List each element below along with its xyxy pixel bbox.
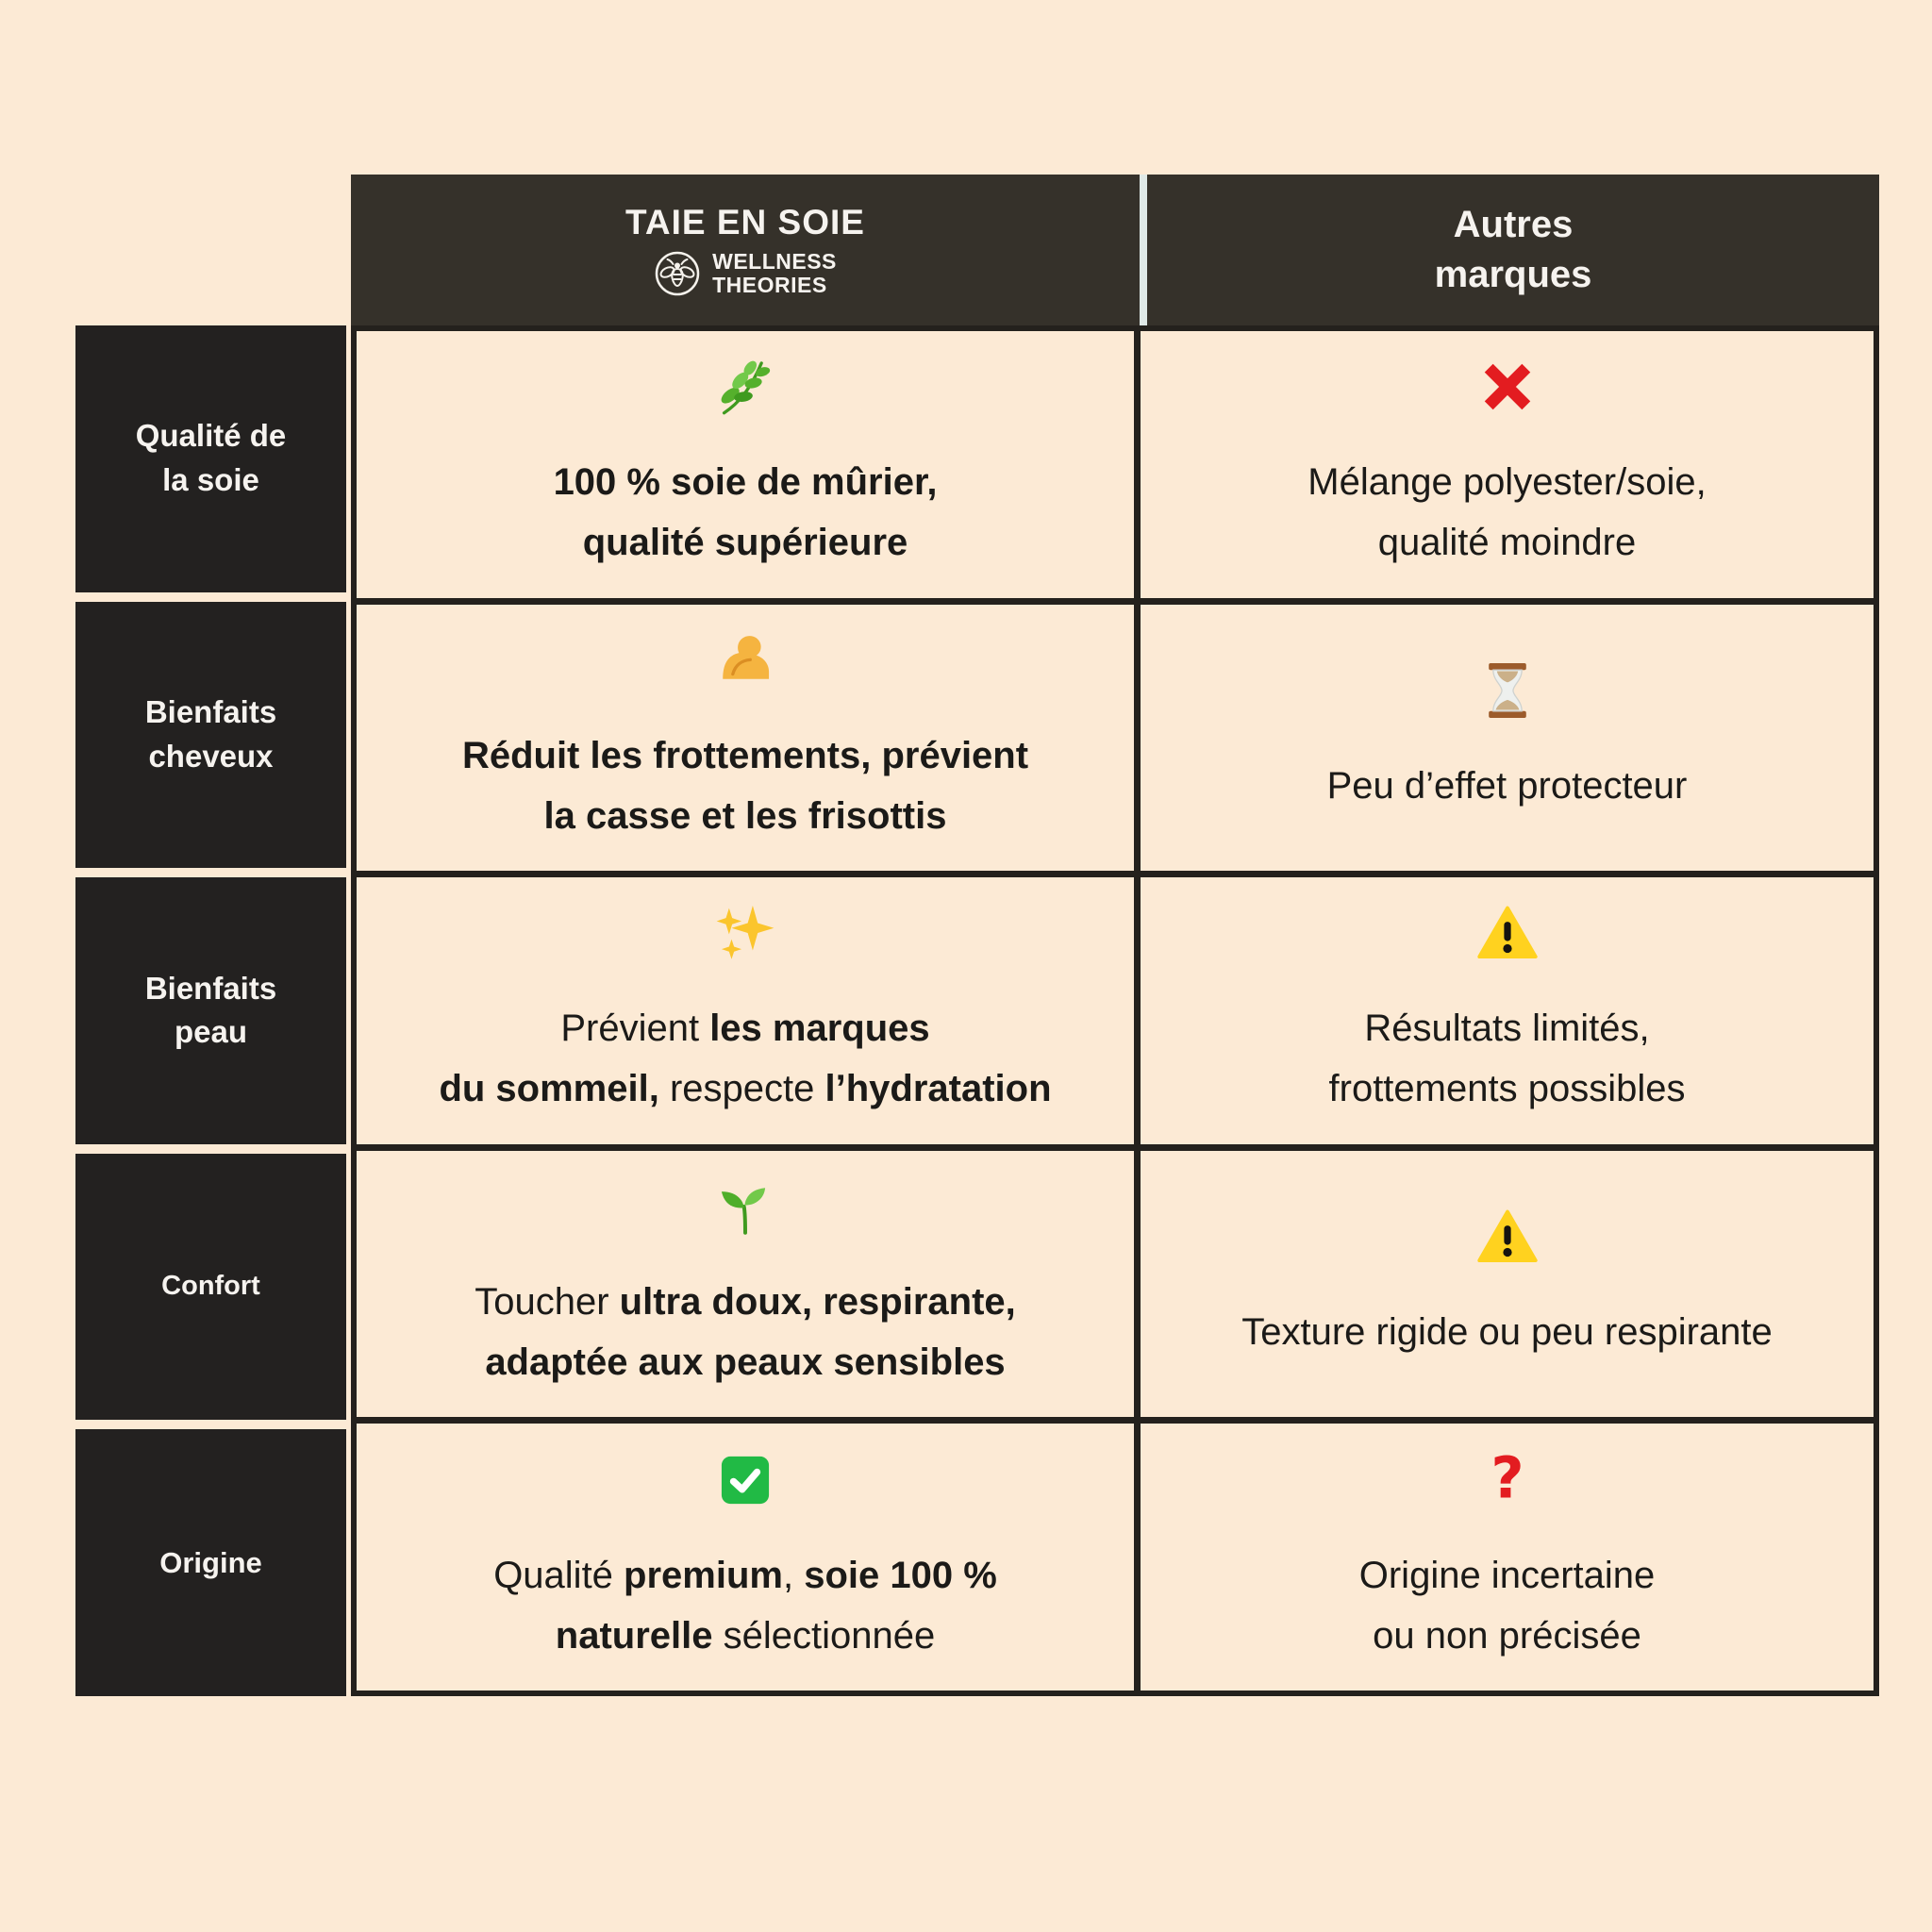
bee-logo-icon: [654, 250, 701, 297]
table-header: [351, 175, 1879, 325]
sparkles-icon: [714, 902, 776, 964]
warning-icon: [1476, 1206, 1539, 1268]
competitor-column-title-line2: marques: [1434, 254, 1592, 295]
header-divider: [1140, 175, 1147, 325]
brand-name-line1: WELLNESS: [712, 248, 837, 274]
row-label: Confort: [75, 1154, 346, 1421]
brand-cell: [357, 331, 1141, 598]
brand-cell: [357, 1424, 1141, 1690]
product-column-title: TAIE EN SOIE: [625, 202, 865, 242]
table-row: [357, 1417, 1874, 1690]
brand-name-line2: THEORIES: [712, 273, 827, 297]
brand-cell: [357, 877, 1141, 1144]
herb-icon: [714, 356, 776, 418]
row-label: Bienfaits peau: [75, 877, 346, 1144]
cell-text: Réduit les frottements, prévient la casse et les frisottis: [461, 734, 1029, 837]
competitor-cell: [1141, 605, 1874, 872]
biceps-icon: [714, 629, 776, 691]
warning-icon: [1476, 902, 1539, 964]
competitor-cell: [1141, 1424, 1874, 1690]
seedling-icon: [714, 1175, 776, 1238]
brand-cell: [357, 605, 1141, 872]
competitor-column-title-line1: Autres: [1453, 204, 1574, 246]
cell-text: Toucher ultra doux, respirante, adaptée aux peaux sensibles: [475, 1281, 1016, 1384]
cell-text: Qualité premium, soie 100 % naturelle sélectionnée: [493, 1554, 997, 1657]
table-row: [357, 1144, 1874, 1418]
brand-cell: [357, 1151, 1141, 1418]
table-body: [351, 325, 1879, 1696]
cross-icon: [1476, 356, 1539, 418]
competitor-cell: [1141, 331, 1874, 598]
row-label: Qualité de la soie: [75, 325, 346, 592]
cell-text: Texture rigide ou peu respirante: [1241, 1311, 1773, 1354]
row-label-column: [75, 325, 346, 1696]
cell-text: Origine incertaine ou non précisée: [1358, 1554, 1656, 1657]
brand-name: [712, 250, 837, 298]
cell-text: Résultats limités, frottements possibles: [1328, 1008, 1686, 1110]
cell-text: Peu d’effet protecteur: [1326, 764, 1688, 807]
header-col-competitors: [1147, 175, 1879, 325]
brand-logo-row: [654, 250, 837, 298]
table-row: [357, 598, 1874, 872]
question-icon: [1476, 1449, 1539, 1511]
header-col-product: [351, 175, 1140, 325]
table-row: [357, 331, 1874, 598]
cell-text: 100 % soie de mûrier, qualité supérieure: [553, 461, 938, 564]
table-row: [357, 871, 1874, 1144]
competitor-cell: [1141, 1151, 1874, 1418]
row-label: Bienfaits cheveux: [75, 602, 346, 869]
check-icon: [714, 1449, 776, 1511]
competitor-cell: [1141, 877, 1874, 1144]
cell-text: Mélange polyester/soie, qualité moindre: [1307, 461, 1707, 564]
cell-text: Prévient les marques du sommeil, respecte l’hydratation: [439, 1008, 1052, 1110]
hourglass-icon: [1476, 659, 1539, 722]
row-label: Origine: [75, 1429, 346, 1696]
